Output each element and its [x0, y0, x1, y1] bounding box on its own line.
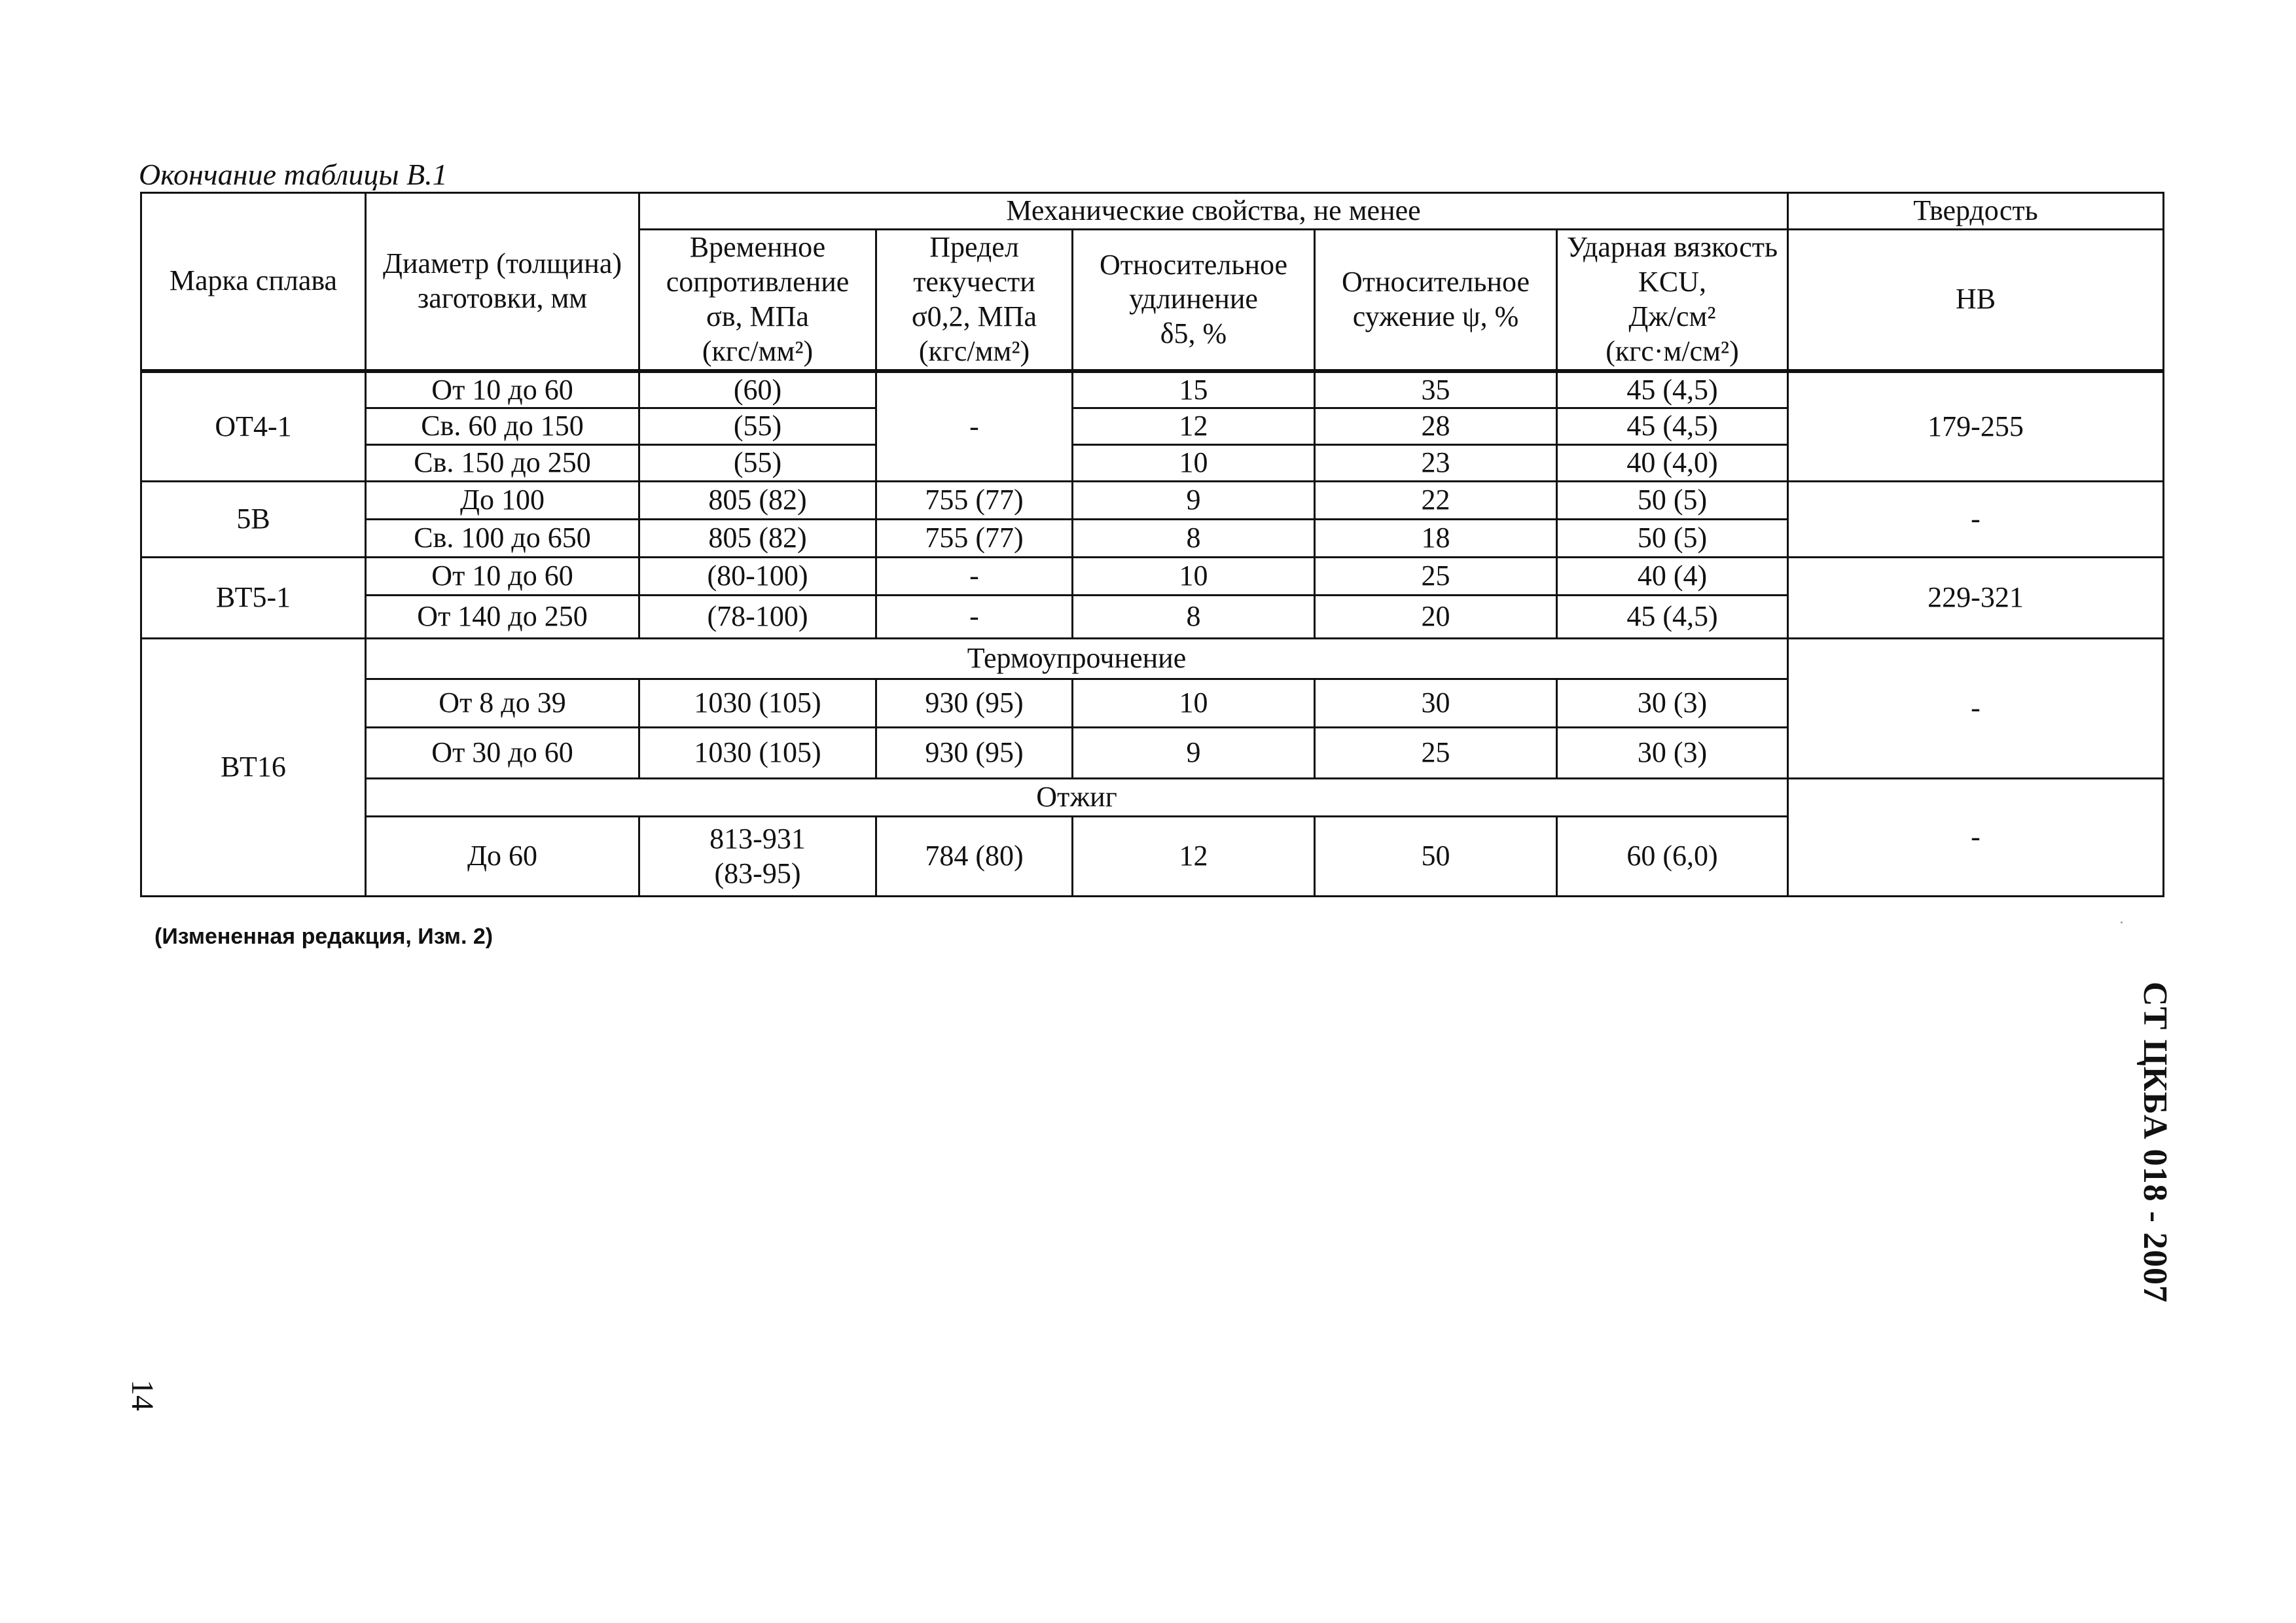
yield-cell: 930 (95)	[876, 679, 1073, 728]
header-tensile-line2: σв, МПа	[706, 300, 809, 332]
table-row	[141, 482, 2164, 520]
yield-cell: 755 (77)	[876, 482, 1073, 520]
yield-cell: -	[876, 596, 1073, 639]
diameter-cell: До 100	[366, 482, 639, 520]
table-row	[141, 639, 2164, 679]
diameter-cell: До 60	[366, 817, 639, 897]
diameter-cell: От 140 до 250	[366, 596, 639, 639]
header-impact-line2: Дж/см²	[1628, 300, 1716, 332]
tensile-line2: (83-95)	[714, 857, 801, 889]
properties-table	[140, 192, 2164, 897]
elongation-cell: 9	[1073, 482, 1315, 520]
header-tensile-strength	[639, 230, 876, 371]
header-elongation-line1: Относительное удлинение	[1099, 248, 1288, 315]
header-elongation	[1073, 230, 1315, 371]
yield-cell: -	[876, 371, 1073, 482]
grade-cell: ВТ5-1	[141, 558, 366, 639]
yield-cell: 784 (80)	[876, 817, 1073, 897]
elongation-cell: 15	[1073, 371, 1315, 408]
contraction-cell: 28	[1315, 408, 1557, 445]
table-row	[141, 371, 2164, 408]
contraction-cell: 23	[1315, 445, 1557, 482]
header-impact-strength	[1557, 230, 1788, 371]
header-mechanical-properties: Механические свойства, не менее	[639, 193, 1788, 230]
hardness-cell: 229-321	[1788, 558, 2164, 639]
header-yield-line2: σ0,2, МПа	[911, 300, 1037, 332]
elongation-cell: 10	[1073, 679, 1315, 728]
contraction-cell: 22	[1315, 482, 1557, 520]
impact-cell: 40 (4,0)	[1557, 445, 1788, 482]
diameter-cell: От 30 до 60	[366, 728, 639, 779]
elongation-cell: 10	[1073, 558, 1315, 596]
hardness-cell: 179-255	[1788, 371, 2164, 482]
diameter-cell: Св. 60 до 150	[366, 408, 639, 445]
impact-cell: 30 (3)	[1557, 728, 1788, 779]
hardness-cell: -	[1788, 779, 2164, 897]
tensile-cell: 1030 (105)	[639, 679, 876, 728]
document-code: СТ ЦКБА 018 - 2007	[2136, 982, 2174, 1303]
impact-cell: 50 (5)	[1557, 520, 1788, 558]
grade-cell: ВТ16	[141, 639, 366, 897]
header-tensile-line1: Временное сопротивление	[666, 231, 850, 298]
header-tensile-line3: (кгс/мм²)	[702, 334, 814, 367]
grade-cell: 5В	[141, 482, 366, 558]
contraction-cell: 30	[1315, 679, 1557, 728]
diameter-cell: От 8 до 39	[366, 679, 639, 728]
header-hardness: Твердость	[1788, 193, 2164, 230]
impact-cell: 45 (4,5)	[1557, 596, 1788, 639]
elongation-cell: 12	[1073, 817, 1315, 897]
tensile-cell: (80-100)	[639, 558, 876, 596]
elongation-cell: 10	[1073, 445, 1315, 482]
impact-cell: 60 (6,0)	[1557, 817, 1788, 897]
contraction-cell: 25	[1315, 728, 1557, 779]
header-yield-line1: Предел текучести	[913, 231, 1035, 298]
header-row-groups	[141, 193, 2164, 230]
elongation-cell: 12	[1073, 408, 1315, 445]
page-number: 14	[125, 1380, 160, 1411]
header-elongation-line2: δ5, %	[1160, 317, 1227, 350]
elongation-cell: 9	[1073, 728, 1315, 779]
header-diameter: Диаметр (толщина) заготовки, мм	[366, 193, 639, 371]
impact-cell: 45 (4,5)	[1557, 371, 1788, 408]
diameter-cell: Св. 150 до 250	[366, 445, 639, 482]
impact-cell: 30 (3)	[1557, 679, 1788, 728]
contraction-cell: 20	[1315, 596, 1557, 639]
tensile-cell: (55)	[639, 408, 876, 445]
tensile-line1: 813-931	[709, 823, 806, 855]
grade-cell: ОТ4-1	[141, 371, 366, 482]
contraction-cell: 25	[1315, 558, 1557, 596]
header-yield-strength	[876, 230, 1073, 371]
revision-note: (Измененная редакция, Изм. 2)	[154, 924, 493, 949]
header-hb: НВ	[1788, 230, 2164, 371]
elongation-cell: 8	[1073, 520, 1315, 558]
section-annealing: Отжиг	[366, 779, 1788, 817]
contraction-cell: 18	[1315, 520, 1557, 558]
header-grade: Марка сплава	[141, 193, 366, 371]
impact-cell: 50 (5)	[1557, 482, 1788, 520]
table-row	[141, 558, 2164, 596]
table-caption: Окончание таблицы В.1	[139, 158, 448, 191]
section-heat-treatment: Термоупрочнение	[366, 639, 1788, 679]
yield-cell: 930 (95)	[876, 728, 1073, 779]
scan-speck	[2121, 921, 2123, 923]
tensile-cell: 805 (82)	[639, 520, 876, 558]
tensile-cell: 805 (82)	[639, 482, 876, 520]
diameter-cell: Св. 100 до 650	[366, 520, 639, 558]
tensile-cell: 1030 (105)	[639, 728, 876, 779]
header-impact-line3: (кгс·м/см²)	[1605, 334, 1739, 367]
tensile-cell: (60)	[639, 371, 876, 408]
header-yield-line3: (кгс/мм²)	[918, 334, 1030, 367]
tensile-cell: (78-100)	[639, 596, 876, 639]
header-impact-line1: Ударная вязкость KCU,	[1566, 231, 1778, 298]
diameter-cell: От 10 до 60	[366, 371, 639, 408]
yield-cell: -	[876, 558, 1073, 596]
diameter-cell: От 10 до 60	[366, 558, 639, 596]
tensile-cell: (55)	[639, 445, 876, 482]
hardness-cell: -	[1788, 639, 2164, 779]
impact-cell: 45 (4,5)	[1557, 408, 1788, 445]
tensile-cell	[639, 817, 876, 897]
contraction-cell: 50	[1315, 817, 1557, 897]
header-contraction: Относительное сужение ψ, %	[1315, 230, 1557, 371]
elongation-cell: 8	[1073, 596, 1315, 639]
contraction-cell: 35	[1315, 371, 1557, 408]
yield-cell: 755 (77)	[876, 520, 1073, 558]
table-row	[141, 779, 2164, 817]
impact-cell: 40 (4)	[1557, 558, 1788, 596]
hardness-cell: -	[1788, 482, 2164, 558]
